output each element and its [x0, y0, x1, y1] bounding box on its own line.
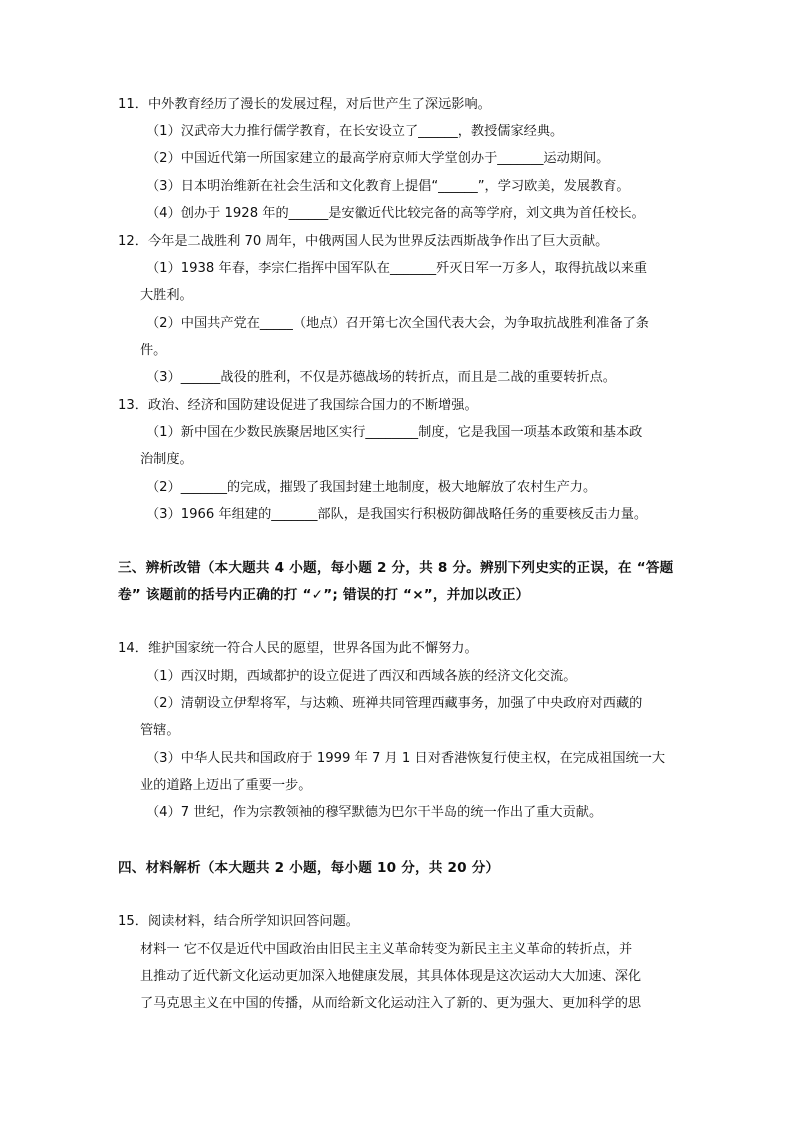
question-14-item-2-cont: 管辖。: [140, 723, 180, 738]
question-11-stem: 11．中外教育经历了漫长的发展过程，对后世产生了深远影响。: [118, 97, 491, 112]
question-12-item-2: （2）中国共产党在_____（地点）召开第七次全国代表大会，为争取抗战胜利准备了条: [146, 316, 649, 331]
question-11-item-4: （4）创办于 1928 年的______是安徽近代比较完备的高等学府，刘文典为首任校长。: [146, 206, 645, 221]
question-12-item-1-cont: 大胜利。: [140, 288, 193, 303]
section-3-heading: 三、辨析改错（本大题共 4 小题，每小题 2 分，共 8 分。辨别下列史实的正误，在 “答题: [118, 560, 674, 576]
question-14-item-2: （2）清朝设立伊犁将军，与达赖、班禅共同管理西藏事务，加强了中央政府对西藏的: [146, 696, 643, 711]
material-1-line-1: 材料一 它不仅是近代中国政治由旧民主主义革命转变为新民主主义革命的转折点，并: [140, 942, 633, 957]
question-13-item-1-cont: 治制度。: [140, 452, 193, 467]
question-12-item-3: （3）______战役的胜利，不仅是苏德战场的转折点，而且是二战的重要转折点。: [146, 370, 616, 385]
question-11-item-2: （2）中国近代第一所国家建立的最高学府京师大学堂创办于_______运动期间。: [146, 151, 610, 166]
question-12-stem: 12．今年是二战胜利 70 周年，中俄两国人民为世界反法西斯战争作出了巨大贡献。: [118, 234, 609, 249]
question-13-item-1: （1）新中国在少数民族聚居地区实行________制度，它是我国一项基本政策和基本政: [146, 425, 643, 440]
question-13-item-2: （2）_______的完成，摧毁了我国封建土地制度，极大地解放了农村生产力。: [146, 480, 597, 495]
question-15-stem: 15．阅读材料，结合所学知识回答问题。: [118, 914, 359, 929]
question-14-item-4: （4）7 世纪，作为宗教领袖的穆罕默德为巴尔干半岛的统一作出了重大贡献。: [146, 805, 603, 820]
material-1-line-3: 了马克思主义在中国的传播，从而给新文化运动注入了新的、更为强大、更加科学的思: [140, 996, 642, 1011]
question-13-item-3: （3）1966 年组建的_______部队，是我国实行积极防御战略任务的重要核反击力量。: [146, 507, 648, 522]
question-12-item-2-cont: 件。: [140, 343, 167, 358]
question-14-item-3-cont: 业的道路上迈出了重要一步。: [140, 778, 312, 793]
question-14-item-1: （1）西汉时期，西域都护的设立促进了西汉和西域各族的经济文化交流。: [146, 669, 577, 684]
question-13-stem: 13．政治、经济和国防建设促进了我国综合国力的不断增强。: [118, 398, 478, 413]
material-1-line-2: 且推动了近代新文化运动更加深入地健康发展，其具体体现是这次运动大大加速、深化: [140, 969, 642, 984]
question-11-item-1: （1）汉武帝大力推行儒学教育，在长安设立了______，教授儒家经典。: [146, 124, 564, 139]
question-14-item-3: （3）中华人民共和国政府于 1999 年 7 月 1 日对香港恢复行使主权，在完成祖国统一大: [146, 751, 666, 766]
question-14-stem: 14．维护国家统一符合人民的愿望，世界各国为此不懈努力。: [118, 641, 478, 656]
question-11-item-3: （3）日本明治维新在社会生活和文化教育上提倡“______”，学习欧美，发展教育。: [146, 179, 630, 194]
section-3-heading-cont: 卷” 该题前的括号内正确的打 “✓”; 错误的打 “×”，并加以改正）: [118, 587, 530, 603]
section-4-heading: 四、材料解析（本大题共 2 小题，每小题 10 分，共 20 分）: [118, 860, 500, 876]
question-12-item-1: （1）1938 年春，李宗仁指挥中国军队在_______歼灭日军一万多人，取得抗战以来重: [146, 261, 648, 276]
